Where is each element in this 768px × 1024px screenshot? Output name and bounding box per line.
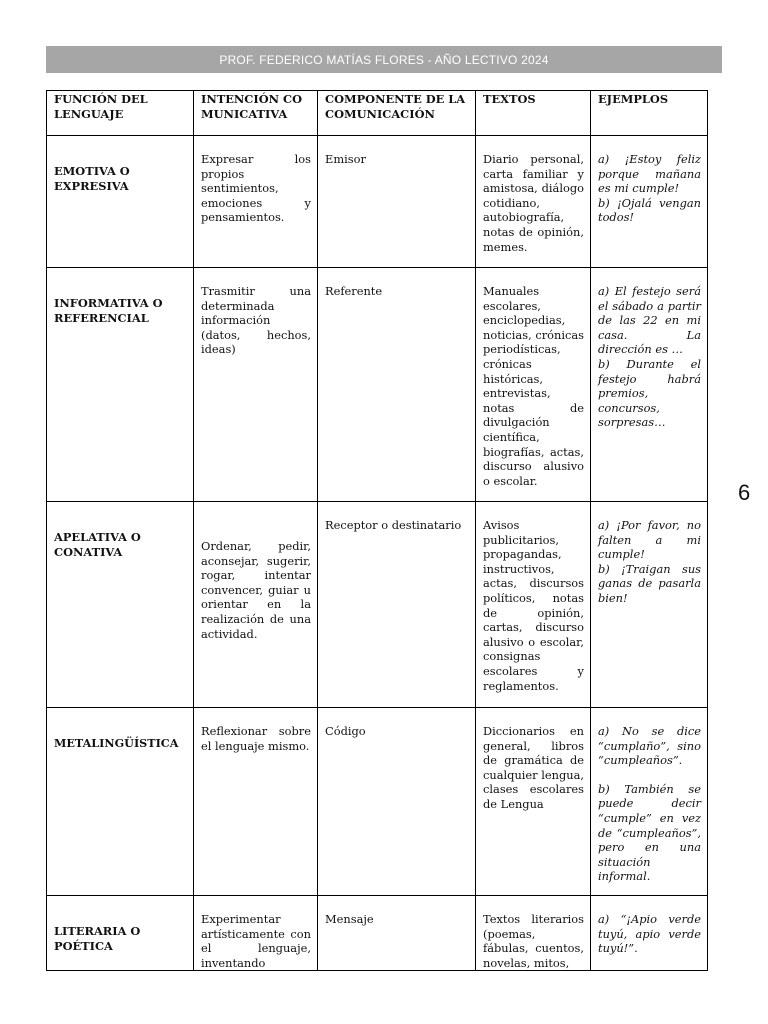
texts-cell: Avisos publicitarios, propagandas, instructivos, actas, discursos políticos, notas de opinión, cartas, discurso alusivo o escolar, consignas escolares y reglamentos.	[476, 502, 591, 708]
examples-cell	[591, 136, 708, 268]
intention-cell: Experimentar artísticamente con el lenguaje, inventando	[194, 896, 318, 971]
examples-cell	[591, 268, 708, 502]
intention-cell: Expresar los propios sentimientos, emociones y pensamientos.	[194, 136, 318, 268]
function-name: APELATIVA O CONATIVA	[47, 502, 194, 708]
component-cell: Código	[318, 708, 476, 896]
texts-cell: Textos literarios (poemas, fábulas, cuentos, novelas, mitos,	[476, 896, 591, 971]
table-row	[47, 502, 708, 708]
table-row	[47, 896, 708, 971]
example-b: b) Durante el festejo habrá premios, concursos, sorpresas…	[598, 356, 701, 430]
table-row	[47, 708, 708, 896]
table-row	[47, 136, 708, 268]
example-b: b) ¡Traigan sus ganas de pasarla bien!	[598, 561, 701, 605]
page-number: 6	[738, 480, 751, 505]
texts-cell: Manuales escolares, enciclopedias, noticias, crónicas periodísticas, crónicas históricas, entrevistas, notas de divulgación científica, biografías, actas, discurso alusivo o escolar.	[476, 268, 591, 502]
examples-cell	[591, 896, 708, 971]
example-a: a) No se dice “cumplaño”, sino “cumpleaños”.	[598, 724, 701, 768]
texts-cell: Diccionarios en general, libros de gramática de cualquier lengua, clases escolares de Lengua	[476, 708, 591, 896]
example-b: b) También se puede decir “cumple” en vez de “cumpleaños”, pero en una situación informal.	[598, 781, 701, 884]
intention-cell: Ordenar, pedir, aconsejar, sugerir, rogar, intentar convencer, guiar u orientar en la realización de una actividad.	[194, 502, 318, 708]
table-header-row	[47, 91, 708, 136]
header-textos: TEXTOS	[476, 91, 591, 136]
component-cell: Emisor	[318, 136, 476, 268]
example-a: a) “¡Apio verde tuyú, apio verde tuyú!”.	[598, 912, 701, 956]
example-a: a) ¡Estoy feliz porque mañana es mi cumple!	[598, 152, 701, 196]
example-a: a) El festejo será el sábado a partir de las 22 en mi casa. La dirección es …	[598, 284, 701, 357]
function-name: EMOTIVA O EXPRESIVA	[47, 136, 194, 268]
examples-cell	[591, 708, 708, 896]
example-a: a) ¡Por favor, no falten a mi cumple!	[598, 518, 701, 562]
component-cell: Mensaje	[318, 896, 476, 971]
texts-cell: Diario personal, carta familiar y amistosa, diálogo cotidiano, autobiografía, notas de opinión, memes.	[476, 136, 591, 268]
header-componente: COMPONENTE DE LA COMUNICACIÓN	[318, 91, 476, 136]
component-cell: Receptor o destinatario	[318, 502, 476, 708]
function-name: LITERARIA O POÉTICA	[47, 896, 194, 971]
language-functions-table	[46, 90, 708, 971]
table-row	[47, 268, 708, 502]
example-b: b) ¡Ojalá vengan todos!	[598, 195, 701, 225]
header-intencion: INTENCIÓN COMUNICATIVA	[194, 91, 318, 136]
header-banner: PROF. FEDERICO MATÍAS FLORES - AÑO LECTIVO 2024	[46, 46, 722, 73]
intention-cell: Trasmitir una determinada información (datos, hechos, ideas)	[194, 268, 318, 502]
function-name: METALINGÜÍSTICA	[47, 708, 194, 896]
function-name: INFORMATIVA O REFERENCIAL	[47, 268, 194, 502]
header-ejemplos: EJEMPLOS	[591, 91, 708, 136]
component-cell: Referente	[318, 268, 476, 502]
header-funcion: FUNCIÓN DEL LENGUAJE	[47, 91, 194, 136]
intention-cell: Reflexionar sobre el lenguaje mismo.	[194, 708, 318, 896]
examples-cell	[591, 502, 708, 708]
